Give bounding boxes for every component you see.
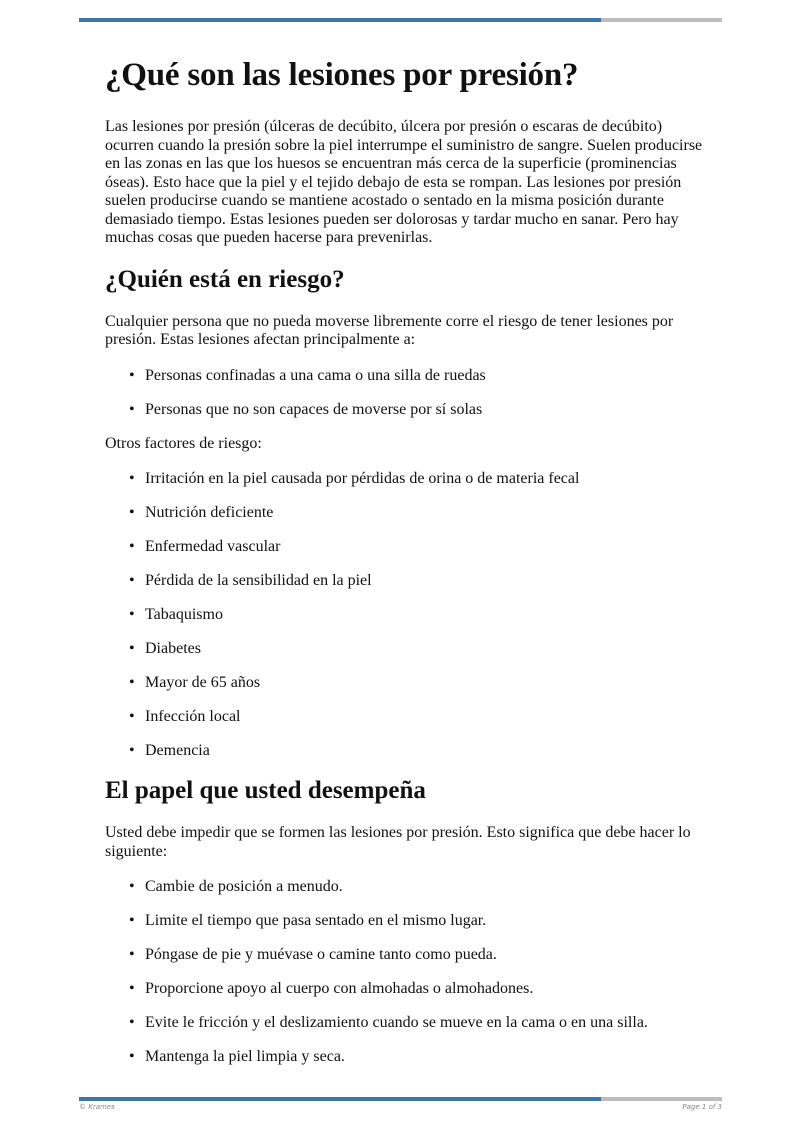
bullet-icon: •: [129, 640, 135, 657]
list-item: • Tabaquismo: [129, 606, 223, 623]
bullet-icon: •: [129, 538, 135, 555]
affected-list: [105, 367, 705, 420]
list-item: • Mayor de 65 años: [129, 674, 261, 691]
bullet-icon: •: [129, 674, 135, 691]
bullet-icon: •: [129, 946, 135, 963]
bullet-icon: •: [129, 708, 135, 725]
list-item: • Nutrición deficiente: [129, 504, 274, 521]
risk-factors-list: [105, 470, 705, 761]
document-body: [105, 55, 705, 1082]
bullet-icon: •: [129, 1014, 135, 1031]
list-item: • Irritación en la piel causada por pérdidas de orina o de materia fecal: [129, 470, 580, 487]
list-item: • Diabetes: [129, 640, 201, 657]
list-item: • Demencia: [129, 742, 210, 759]
header-rule: [79, 18, 722, 22]
list-item: • Enfermedad vascular: [129, 538, 281, 555]
footer-rule: [79, 1097, 722, 1101]
prevention-steps-list: [105, 878, 705, 1067]
bullet-icon: •: [129, 366, 135, 384]
bullet-icon: •: [129, 572, 135, 589]
intro-paragraph: Las lesiones por presión (úlceras de decúbito, úlcera por presión o escaras de decúbito) ocurren cuando la presión sobre la piel interrumpe el suministro de sangre. Suelen producirse en las zonas en las que los huesos se encuentran más cerca de la superficie (prominencias óseas). Esto hace que la piel y el tejido debajo de esta se rompan. Las lesiones por presión suelen producirse cuando se mantiene acostado o sentado en la misma posición durante demasiado tiempo. Estas lesiones pueden ser dolorosas y tardar mucho en sanar. Pero hay muchas cosas que pueden hacerse para prevenirlas.: [105, 118, 703, 246]
bullet-icon: •: [129, 980, 135, 997]
page-footer: [79, 1103, 722, 1111]
list-item: • Limite el tiempo que pasa sentado en el mismo lugar.: [129, 912, 487, 929]
heading-your-role: El papel que usted desempeña: [105, 777, 426, 804]
list-item: • Personas que no son capaces de moverse por sí solas: [129, 400, 483, 418]
list-item: • Infección local: [129, 708, 241, 725]
bullet-icon: •: [129, 1048, 135, 1065]
list-item: • Cambie de posición a menudo.: [129, 878, 343, 895]
bullet-icon: •: [129, 400, 135, 418]
copyright-text: © Krames: [79, 1103, 115, 1111]
list-item: • Póngase de pie y muévase o camine tanto como pueda.: [129, 946, 497, 963]
list-item: • Proporcione apoyo al cuerpo con almohadas o almohadones.: [129, 980, 534, 997]
bullet-icon: •: [129, 504, 135, 521]
list-item: • Pérdida de la sensibilidad en la piel: [129, 572, 372, 589]
page-title: ¿Qué son las lesiones por presión?: [105, 57, 579, 93]
footer-rule-secondary: [601, 1097, 722, 1101]
risk-paragraph: Cualquier persona que no pueda moverse libremente corre el riesgo de tener lesiones por presión. Estas lesiones afectan principalmente a:: [105, 312, 674, 348]
list-item: • Personas confinadas a una cama o una silla de ruedas: [129, 366, 486, 384]
other-risk-factors-label: Otros factores de riesgo:: [105, 434, 262, 452]
page-number: Page 1 of 3: [682, 1103, 722, 1111]
header-rule-secondary: [601, 18, 722, 22]
footer-rule-accent: [79, 1097, 601, 1101]
bullet-icon: •: [129, 606, 135, 623]
header-rule-accent: [79, 18, 601, 22]
bullet-icon: •: [129, 912, 135, 929]
list-item: • Mantenga la piel limpia y seca.: [129, 1048, 345, 1065]
bullet-icon: •: [129, 470, 135, 487]
bullet-icon: •: [129, 878, 135, 895]
heading-who-is-at-risk: ¿Quién está en riesgo?: [105, 265, 345, 293]
bullet-icon: •: [129, 742, 135, 759]
role-paragraph: Usted debe impedir que se formen las lesiones por presión. Esto significa que debe hacer lo siguiente:: [105, 824, 691, 860]
list-item: • Evite le fricción y el deslizamiento cuando se mueve en la cama o en una silla.: [129, 1014, 648, 1031]
